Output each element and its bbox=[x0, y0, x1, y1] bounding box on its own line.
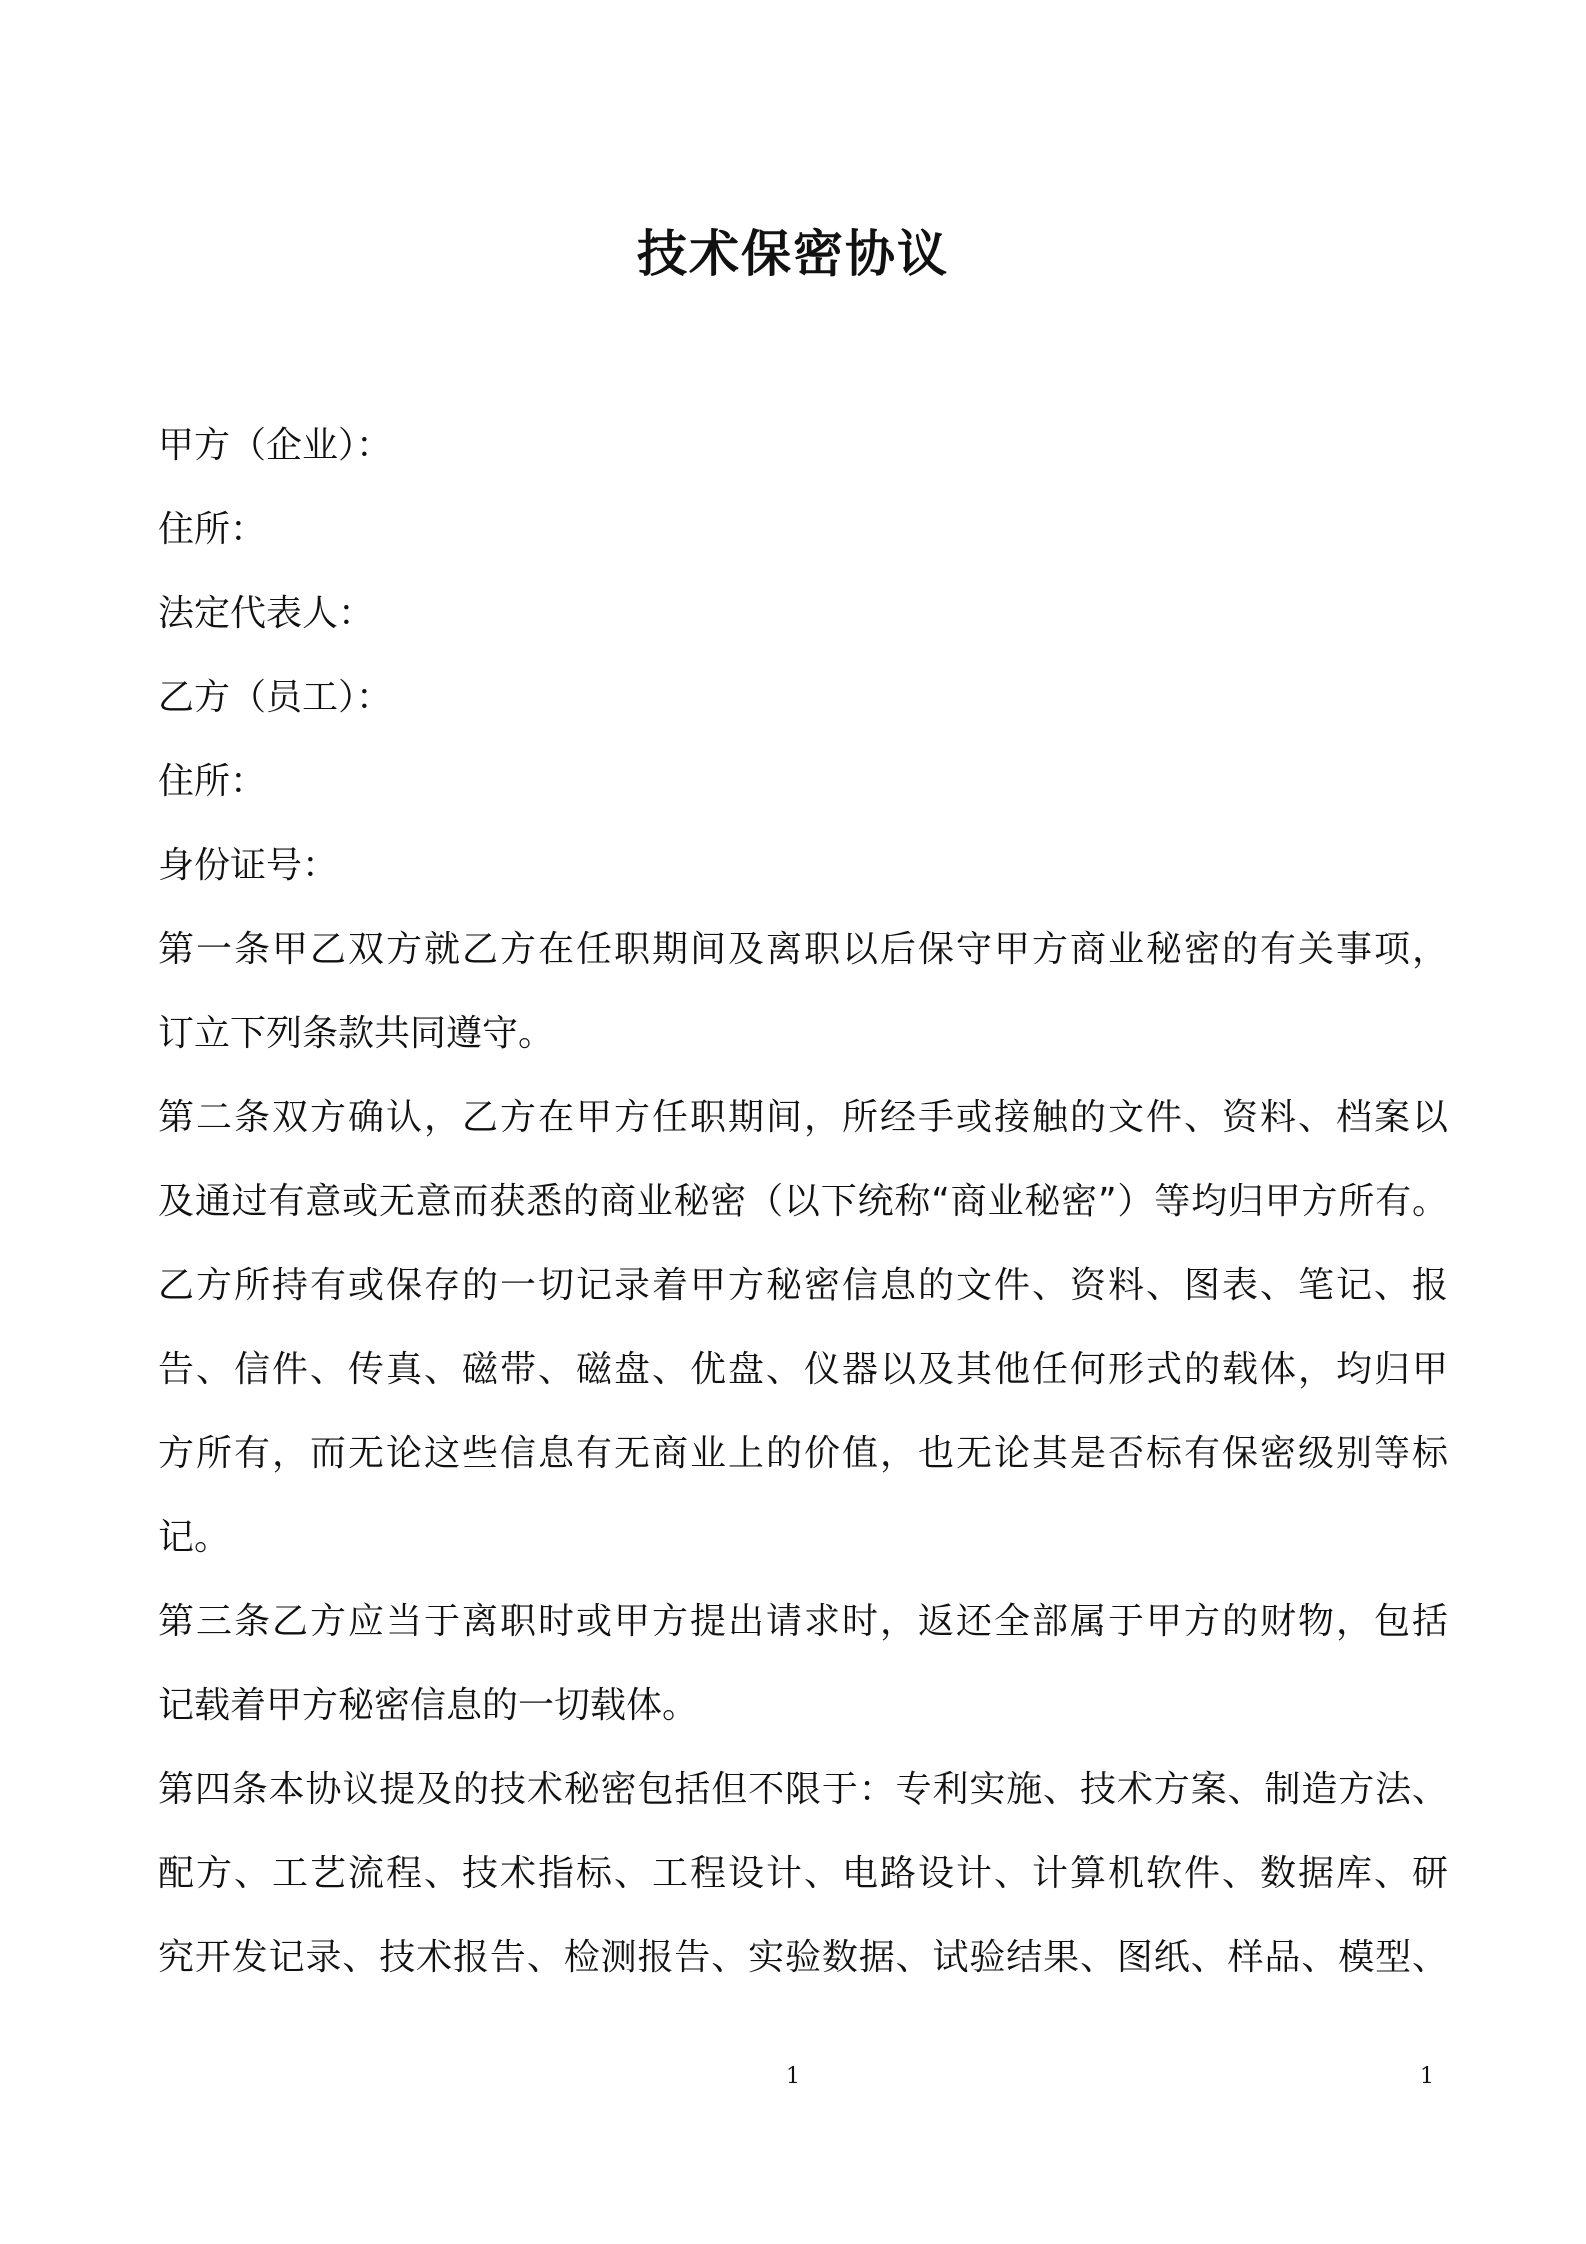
article-line: 究开发记录、技术报告、检测报告、实验数据、试验结果、图纸、样品、模型、 bbox=[158, 1937, 1448, 1978]
legal-representative-field: 法定代表人： bbox=[158, 593, 375, 634]
articles-body bbox=[158, 908, 1448, 2000]
document-title: 技术保密协议 bbox=[637, 225, 949, 283]
article-line: 记。 bbox=[158, 1517, 231, 1558]
page-number-right: 1 bbox=[1420, 2064, 1434, 2089]
article-line: 及通过有意或无意而获悉的商业秘密（以下统称“商业秘密”）等均归甲方所有。 bbox=[158, 1181, 1448, 1222]
article-line: 记载着甲方秘密信息的一切载体。 bbox=[158, 1685, 699, 1726]
article-line: 第一条甲乙双方就乙方在任职期间及离职以后保守甲方商业秘密的有关事项， bbox=[158, 929, 1448, 970]
party-a-address-field: 住所： bbox=[158, 509, 267, 550]
article-3 bbox=[158, 1580, 1448, 1748]
article-line: 告、信件、传真、磁带、磁盘、优盘、仪器以及其他任何形式的载体，均归甲 bbox=[158, 1349, 1448, 1390]
party-b-address-field: 住所： bbox=[158, 761, 267, 802]
article-1 bbox=[158, 908, 1448, 1076]
article-line: 配方、工艺流程、技术指标、工程设计、电路设计、计算机软件、数据库、研 bbox=[158, 1853, 1448, 1894]
article-4 bbox=[158, 1748, 1448, 2000]
article-line: 第二条双方确认，乙方在甲方任职期间，所经手或接触的文件、资料、档案以 bbox=[158, 1097, 1448, 1138]
id-number-field: 身份证号： bbox=[158, 845, 339, 886]
article-line: 方所有，而无论这些信息有无商业上的价值，也无论其是否标有保密级别等标 bbox=[158, 1433, 1448, 1474]
party-info-block bbox=[158, 404, 392, 908]
article-line: 第三条乙方应当于离职时或甲方提出请求时，返还全部属于甲方的财物，包括 bbox=[158, 1601, 1448, 1642]
article-line: 订立下列条款共同遵守。 bbox=[158, 1013, 555, 1054]
page-number-center: 1 bbox=[786, 2064, 800, 2089]
article-line: 乙方所持有或保存的一切记录着甲方秘密信息的文件、资料、图表、笔记、报 bbox=[158, 1265, 1448, 1306]
article-2 bbox=[158, 1076, 1448, 1580]
party-b-employee-field: 乙方（员工）： bbox=[158, 677, 393, 718]
article-line: 第四条本协议提及的技术秘密包括但不限于：专利实施、技术方案、制造方法、 bbox=[158, 1769, 1448, 1810]
party-a-enterprise-field: 甲方（企业）： bbox=[158, 425, 393, 466]
